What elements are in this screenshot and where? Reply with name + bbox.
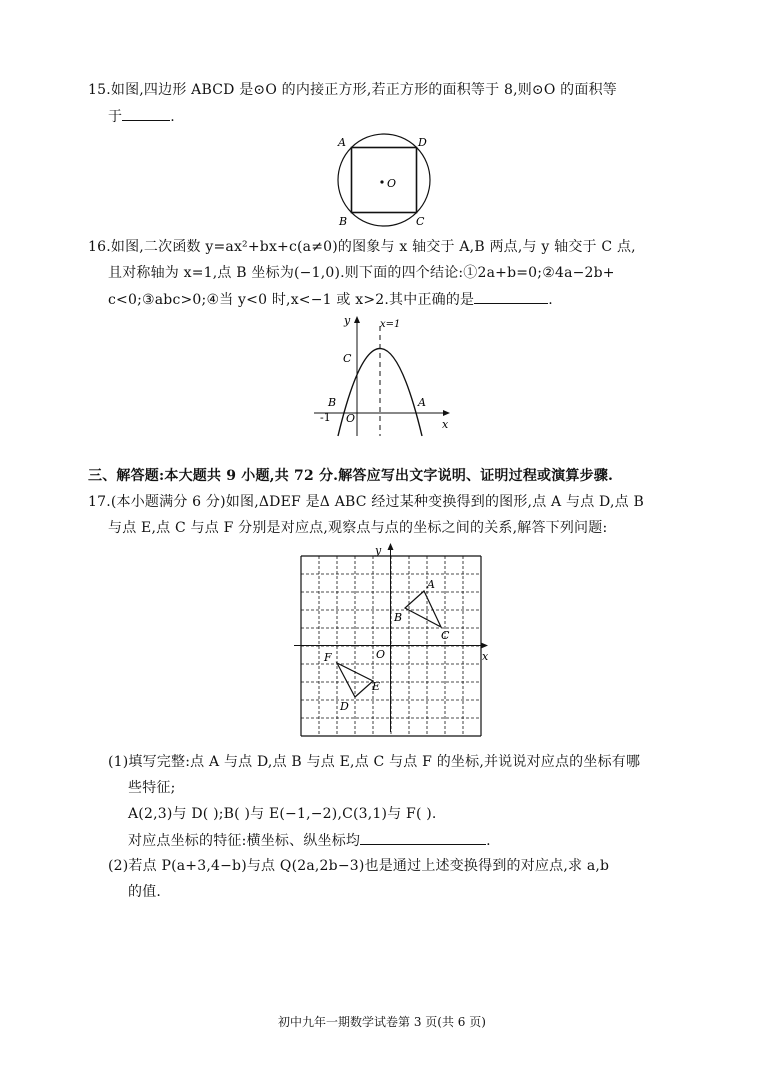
label-d: D	[340, 700, 349, 713]
label-y: y	[375, 544, 382, 557]
q15-line2-suffix: .	[170, 109, 175, 125]
label-origin: O	[346, 412, 356, 425]
page-footer: 初中九年一期数学试卷第 3 页(共 6 页)	[278, 1015, 486, 1029]
label-d: D	[418, 136, 427, 149]
label-y: y	[344, 314, 351, 327]
label-o: O	[387, 177, 397, 190]
q16-line3-prefix: c<0;③abc>0;④当 y<0 时,x<−1 或 x>2.其中正确的是	[108, 292, 475, 308]
label-x: x	[482, 650, 489, 663]
q17-feature-blank[interactable]	[360, 830, 486, 845]
q17-part1-line4	[128, 830, 491, 851]
square-abcd	[352, 148, 417, 213]
label-b: B	[339, 215, 348, 228]
q15-line2	[108, 106, 175, 127]
label-f: F	[324, 651, 332, 664]
q16-line3-suffix: .	[548, 292, 553, 308]
label-x: x	[442, 418, 449, 431]
label-e: E	[372, 680, 381, 693]
q17-part1-line1: (1)填写完整:点 A 与点 D,点 B 与点 E,点 C 与点 F 的坐标,并说说对应点的坐标有哪	[108, 754, 641, 770]
section-3-heading: 三、解答题:本大题共 9 小题,共 72 分.解答应写出文字说明、证明过程或演算步骤.	[88, 468, 614, 484]
q16-parabola-figure	[310, 312, 460, 442]
center-point	[380, 180, 383, 183]
q16-line3	[108, 289, 553, 310]
label-a: A	[418, 396, 426, 409]
triangle-abc	[405, 591, 441, 627]
label-c: C	[441, 629, 450, 642]
y-axis-arrow	[354, 316, 360, 323]
label-symmetry-axis: x=1	[380, 319, 401, 330]
q17-part1-line3: A(2,3)与 D( );B( )与 E(−1,−2),C(3,1)与 F( ).	[128, 806, 437, 822]
q16-line2: 且对称轴为 x=1,点 B 坐标为(−1,0).则下面的四个结论:①2a+b=0;②4a−2b+	[108, 265, 615, 281]
label-minus-one: -1	[320, 411, 331, 424]
q15-line2-prefix: 于	[108, 109, 123, 125]
q16-answer-blank[interactable]	[474, 289, 548, 304]
q17-line2: 与点 E,点 C 与点 F 分别是对应点,观察点与点的坐标之间的关系,解答下列问题:	[108, 520, 608, 536]
q17-part2-line1: (2)若点 P(a+3,4−b)与点 Q(2a,2b−3)也是通过上述变换得到的对应点,求 a,b	[108, 858, 610, 874]
label-a: A	[427, 578, 435, 591]
q17-part2-line2: 的值.	[128, 884, 162, 900]
x-axis-arrow	[481, 643, 488, 649]
q15-answer-blank[interactable]	[122, 106, 170, 121]
q15-line1: 15.如图,四边形 ABCD 是⊙O 的内接正方形,若正方形的面积等于 8,则⊙O 的面积等	[88, 82, 617, 98]
label-a: A	[338, 136, 346, 149]
label-origin: O	[376, 648, 386, 661]
label-b: B	[328, 396, 337, 409]
x-axis-arrow	[443, 410, 450, 416]
label-c: C	[343, 352, 352, 365]
label-b: B	[394, 611, 403, 624]
q17-part1-line2: 些特征;	[128, 780, 176, 796]
q17-grid-figure	[290, 542, 490, 738]
q17-line1: 17.(本小题满分 6 分)如图,ΔDEF 是Δ ABC 经过某种变换得到的图形,点 A 与点 D,点 B	[88, 494, 644, 510]
q16-line1: 16.如图,二次函数 y=ax²+bx+c(a≠0)的图象与 x 轴交于 A,B 两点,与 y 轴交于 C 点,	[88, 239, 636, 255]
q15-circle-figure	[330, 132, 440, 232]
q17-part1-line4-prefix: 对应点坐标的特征:横坐标、纵坐标均	[128, 833, 361, 849]
q17-part1-line4-suffix: .	[486, 833, 491, 849]
y-axis-arrow	[388, 543, 394, 550]
label-c: C	[416, 215, 425, 228]
